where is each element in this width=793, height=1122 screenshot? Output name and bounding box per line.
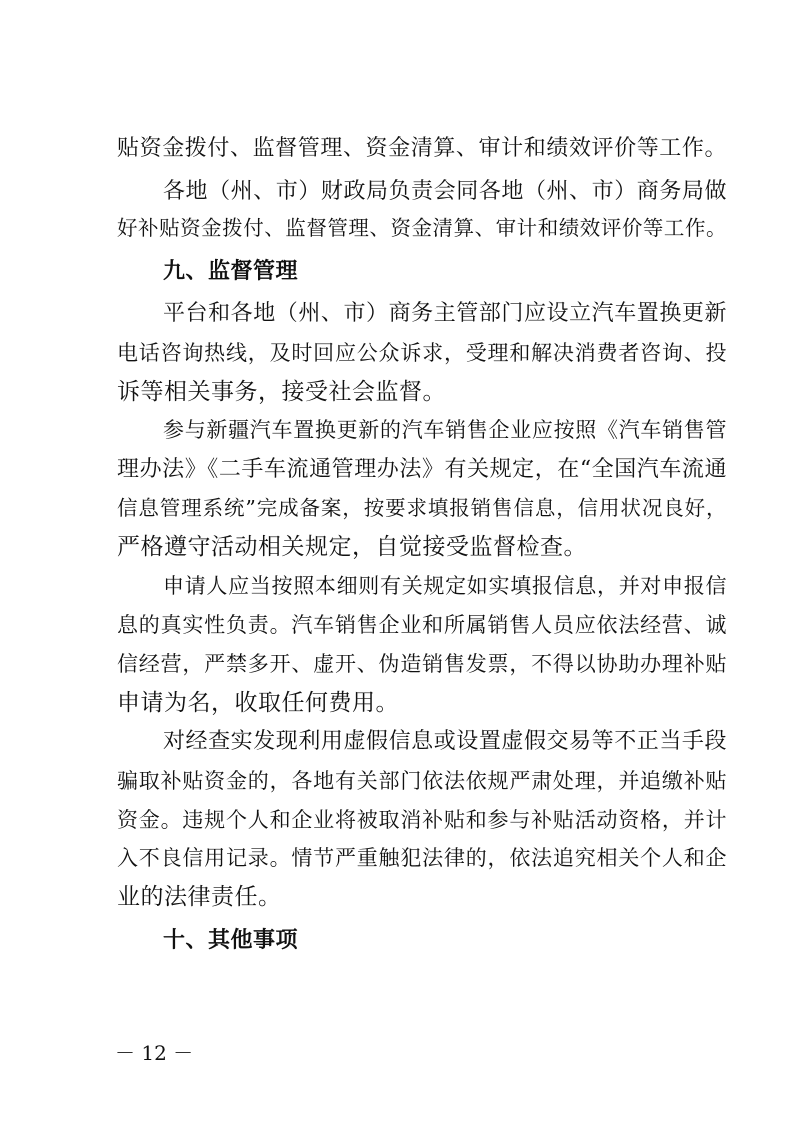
text-line-5: 平台和各地（州、市）商务主管部门应设立汽车置换更新 [163,301,727,326]
text-line-15: 申请为名，收取任何费用。 [117,690,399,716]
text-line-9: 理办法》《二手车流通管理办法》有关规定，在“全国汽车流通 [117,457,727,482]
text-line-6: 电话咨询热线，及时回应公众诉求，受理和解决消费者咨询、投 [117,341,727,365]
page-number: － 12 － [115,1041,194,1065]
text-line-19: 入不良信用记录。情节严重触犯法律的，依法追究相关个人和企 [117,846,727,870]
text-line-8: 参与新疆汽车置换更新的汽车销售企业应按照《汽车销售管 [163,418,727,442]
section-heading-9: 九、监督管理 [163,259,299,284]
text-line-18: 资金。违规个人和企业将被取消补贴和参与补贴活动资格，并计 [117,808,727,832]
text-line-1: 贴资金拨付、监督管理、资金清算、审计和绩效评价等工作。 [117,136,727,161]
text-line-14: 信经营，严禁多开、虚开、伪造销售发票，不得以协助办理补贴 [117,652,727,676]
text-line-3: 好补贴资金拨付、监督管理、资金清算、审计和绩效评价等工作。 [117,216,727,240]
text-line-16: 对经查实发现利用虚假信息或设置虚假交易等不正当手段 [163,729,727,754]
text-line-11: 严格遵守活动相关规定，自觉接受监督检查。 [117,534,587,560]
section-heading-10: 十、其他事项 [163,928,299,953]
text-line-12: 申请人应当按照本细则有关规定如实填报信息，并对申报信 [163,574,727,598]
text-line-17: 骗取补贴资金的，各地有关部门依法依规严肃处理，并追缴补贴 [117,769,727,793]
text-line-10: 信息管理系统”完成备案，按要求填报销售信息，信用状况良好， [117,496,727,520]
text-line-13: 息的真实性负责。汽车销售企业和所属销售人员应依法经营、诚 [117,613,727,637]
text-line-2: 各地（州、市）财政局负责会同各地（州、市）商务局做 [163,179,727,204]
text-line-20: 业的法律责任。 [117,884,282,910]
text-line-7: 诉等相关事务，接受社会监督。 [117,379,446,405]
